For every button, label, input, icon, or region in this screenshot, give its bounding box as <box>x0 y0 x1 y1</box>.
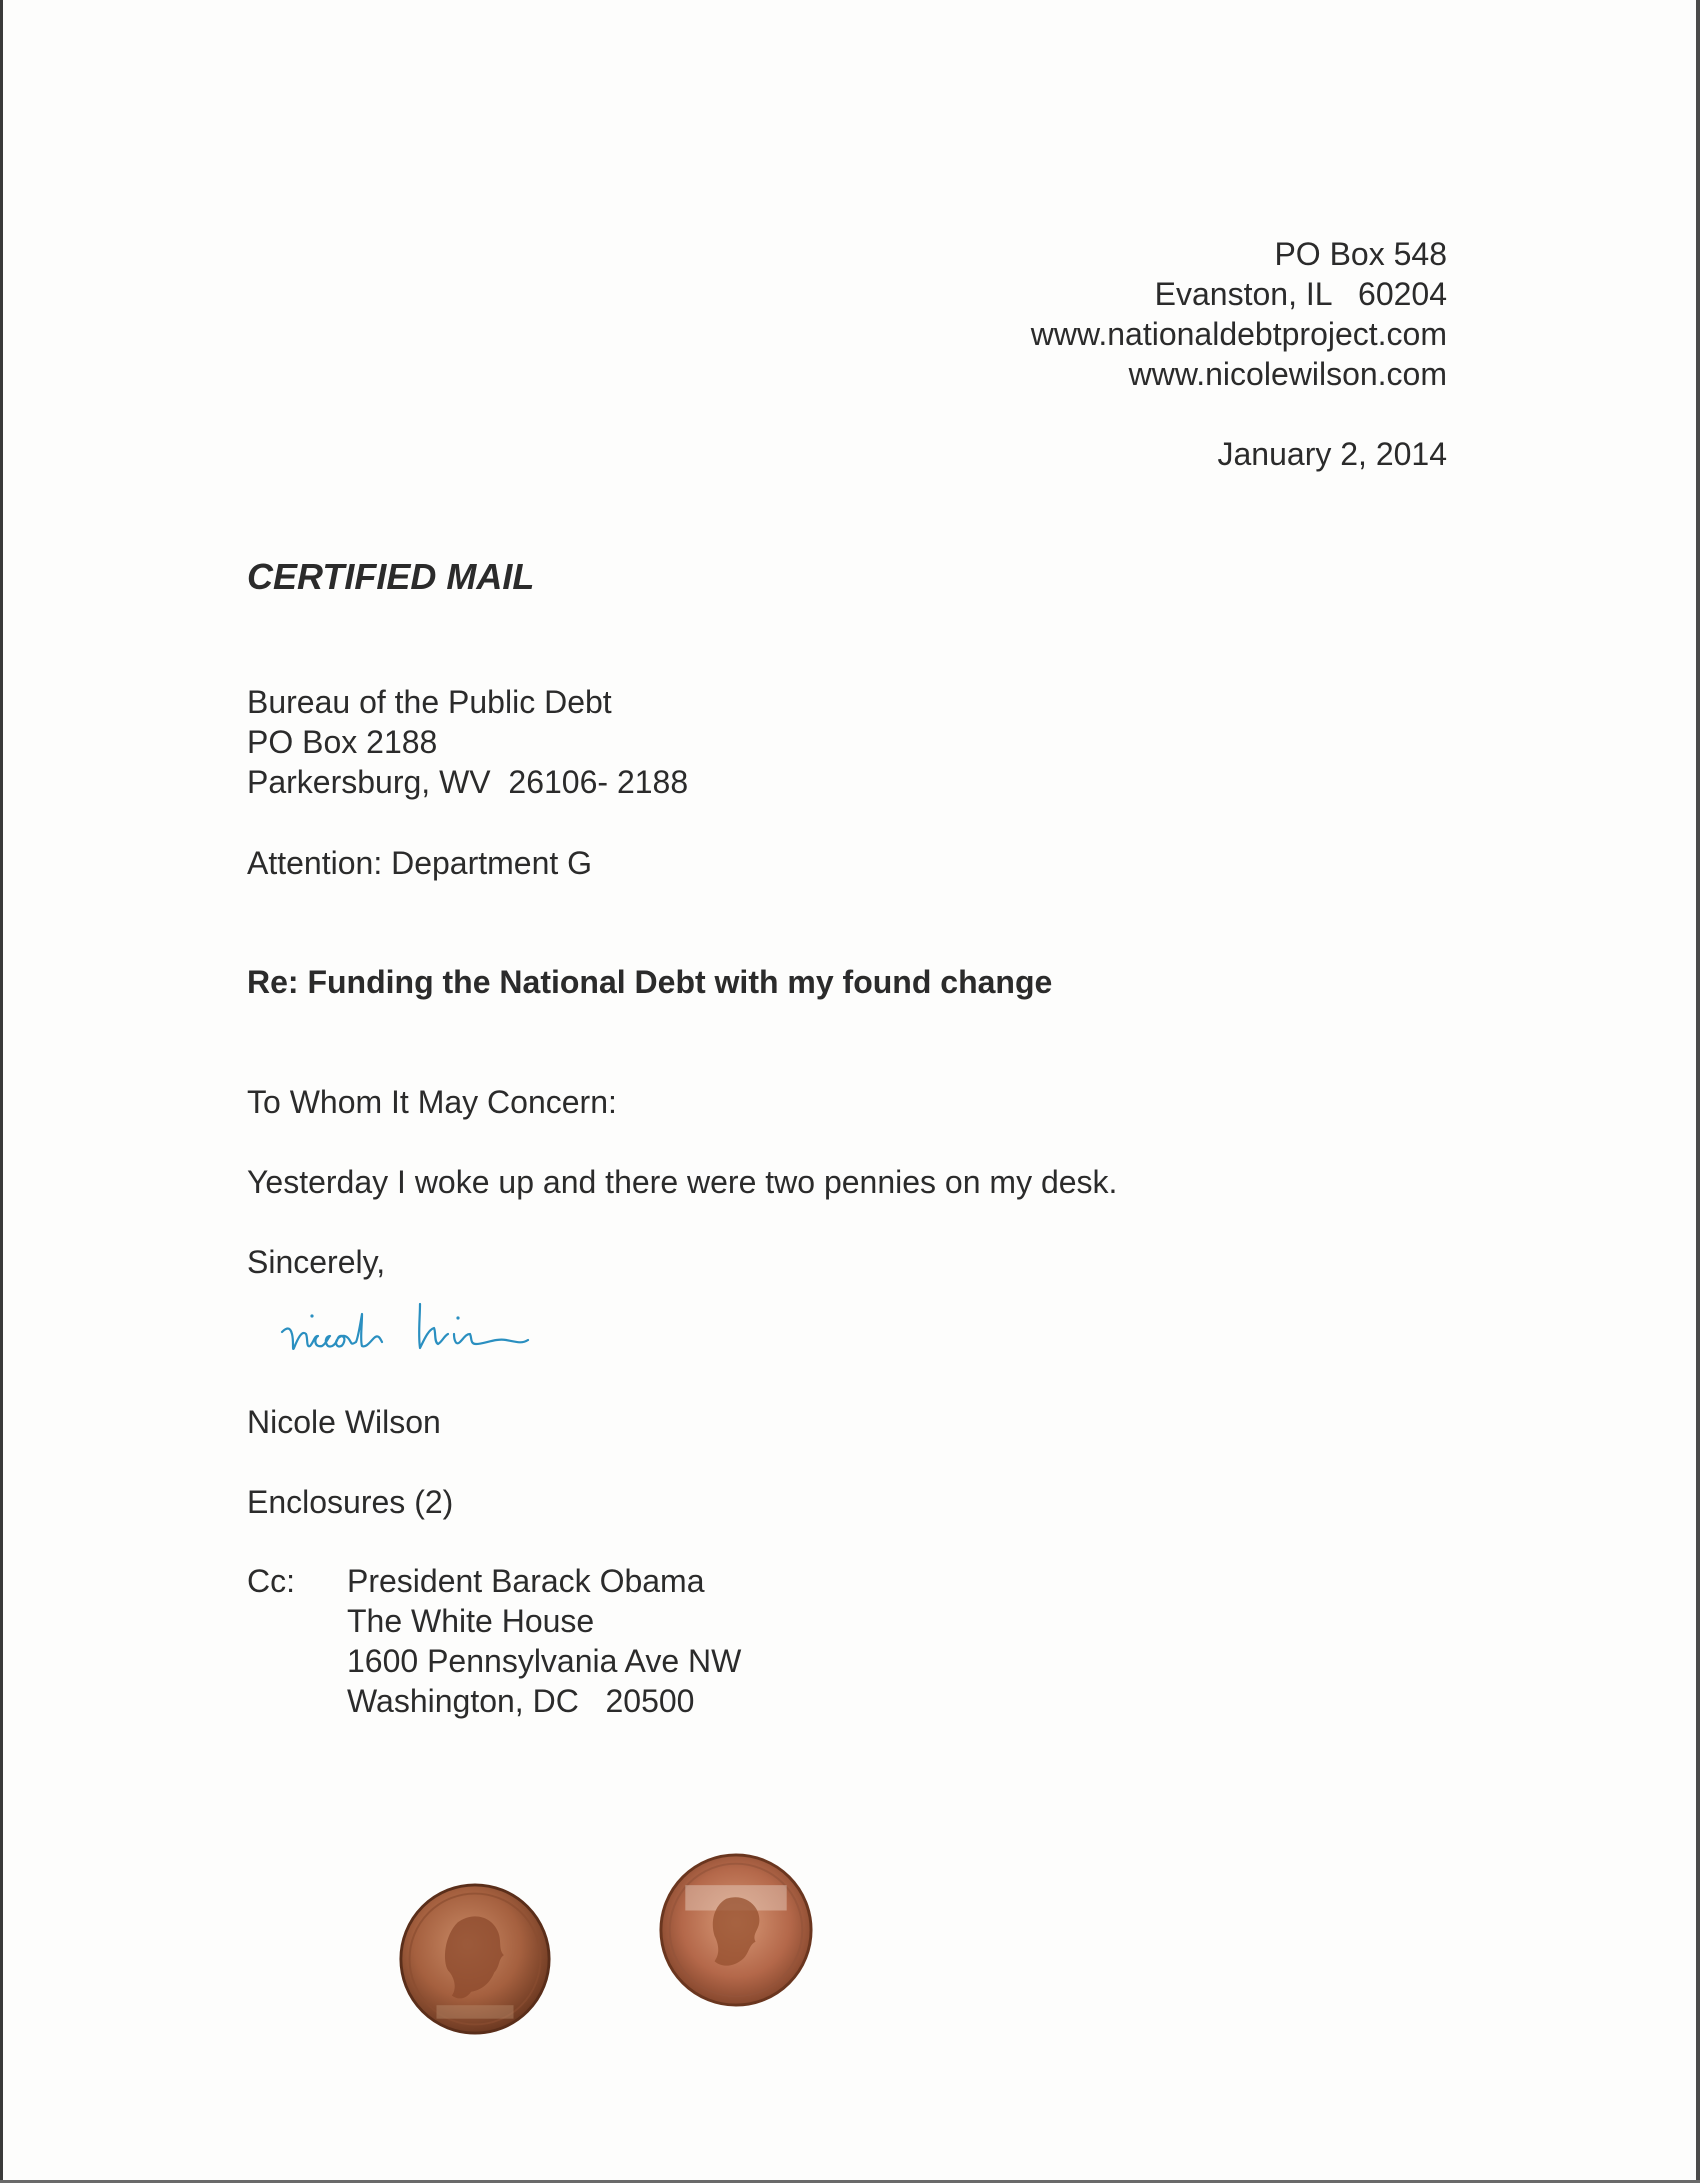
sender-website2: www.nicolewilson.com <box>1128 356 1447 392</box>
penny-icon <box>397 1882 553 2036</box>
sender-website1: www.nationaldebtproject.com <box>1030 316 1447 352</box>
certified-mail-heading: CERTIFIED MAIL <box>247 556 535 597</box>
sender-address-line2: Evanston, IL 60204 <box>1154 276 1447 312</box>
recipient-address-line1: PO Box 2188 <box>247 724 438 760</box>
closing: Sincerely, <box>247 1244 386 1280</box>
scan-edge-right <box>1696 0 1700 2183</box>
penny-enclosure-1 <box>397 1882 553 2036</box>
sender-address-line1: PO Box 548 <box>1274 236 1447 272</box>
subject-line: Re: Funding the National Debt with my found change <box>247 964 1053 1000</box>
letter-date: January 2, 2014 <box>1217 436 1447 472</box>
cc-address-line3: Washington, DC 20500 <box>347 1683 695 1719</box>
signature-drawing <box>270 1290 610 1370</box>
handwritten-signature <box>270 1290 610 1370</box>
recipient-name: Bureau of the Public Debt <box>247 684 612 720</box>
enclosures-line: Enclosures (2) <box>247 1484 454 1520</box>
sender-address-block <box>1031 234 1447 394</box>
cc-label: Cc: <box>247 1563 295 1599</box>
scan-edge-left <box>0 0 3 2183</box>
penny-icon <box>657 1852 815 2008</box>
penny-enclosure-2 <box>657 1852 815 2008</box>
salutation: To Whom It May Concern: <box>247 1084 617 1120</box>
cc-address-block <box>347 1561 741 1721</box>
cc-address-line1: The White House <box>347 1603 595 1639</box>
cc-name: President Barack Obama <box>347 1563 705 1599</box>
attention-line: Attention: Department G <box>247 845 593 881</box>
cc-address-line2: 1600 Pennsylvania Ave NW <box>347 1643 742 1679</box>
recipient-address-block <box>247 682 688 802</box>
letter-body: Yesterday I woke up and there were two pennies on my desk. <box>247 1164 1118 1200</box>
recipient-address-line2: Parkersburg, WV 26106- 2188 <box>247 764 689 800</box>
signer-name: Nicole Wilson <box>247 1404 441 1440</box>
